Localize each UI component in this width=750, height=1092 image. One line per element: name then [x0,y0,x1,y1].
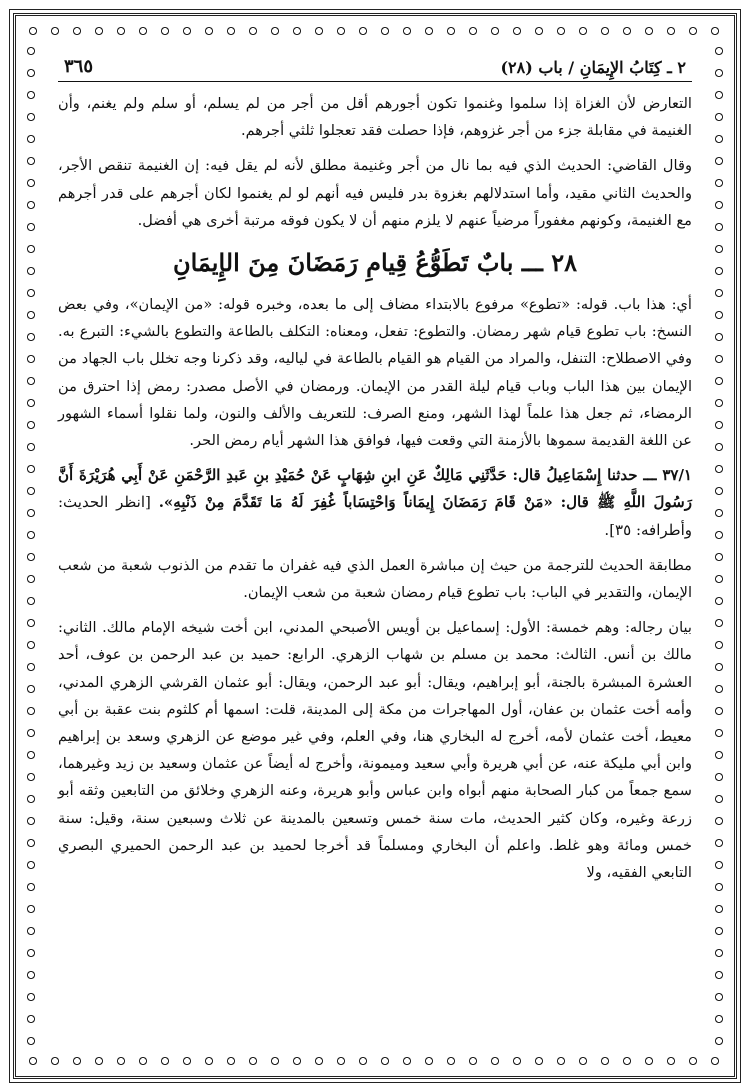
ornament-border-left [22,40,40,1052]
ornament-border-bottom [22,1052,728,1070]
explanation-paragraph-1: مطابقة الحديث للترجمة من حيث إن مباشرة العمل الذي فيه غفران ما تقدم من الذنوب شعبة من شعب الإيمان، والتقدير في الباب: باب تطوع قيام رمضان شعبة من شعب الإيمان. [58,556,692,602]
page-content [58,48,692,1044]
hadith-block [58,462,692,544]
chapter-heading: ٢٨ ـــ بابٌ تَطَوُّعُ قِيامِ رَمَضَانَ مِنَ الإِيمَانِ [172,248,578,278]
paragraph-1: التعارض لأن الغزاة إذا سلموا وغنموا تكون أجورهم أقل من أجر من لم يسلم، أو سلم ولم يغنم، وأن الغنيمة في مقابلة جزء من أجر غزوهم، فإذا حصلت فقد تعجلوا ثلثي أجرهم. [58,95,692,140]
book-title: ٢ ـ كِتَابُ الإِيمَانِ / باب (٢٨) [500,58,686,77]
commentary-paragraph: أي: هذا باب. قوله: «تطوع» مرفوع بالابتداء مضاف إلى ما بعده، وخبره قوله: «من الإيمان»، وفي بعض النسخ: باب تطوع قيام شهر رمضان. والتطوع: تفعل، ومعناه: التكلف بالطاعة والتطوع بالشيء: التبرع به. وفي الاصطلاح: التنفل، والمراد من القيام هو القيام بالطاعة في لياليه، وقد ذكرنا وجه تخلل باب الجهاد من الإيمان بين هذا الباب وباب قيام ليلة القدر من الإيمان. ورمضان في الأصل مصدر: رمض إذا احترق من الرمضاء، ثم جعل هذا علماً لهذا الشهر، ومنع الصرف: للتعريف والألف والنون، ولما نقلوا أسماء الشهور عن اللغة القديمة سموها بالأزمنة التي وقعت فيها، فوافق هذا الشهر أيام رمض الحر. [58,296,692,450]
narrators-paragraph: بيان رجاله: وهم خمسة: الأول: إسماعيل بن أويس الأصبحي المدني، ابن أخت شيخه الإمام مالك. الثاني: مالك بن أنس. الثالث: محمد بن مسلم بن شهاب الزهري. الرابع: حميد بن عبد الرحمن بن عوف، أحد العشرة المبشرة بالجنة، أبو إبراهيم، ويقال: أبو عبد الرحمن، ويقال: أبو عثمان القرشي الزهري المدني، وأمه أخت عثمان بن عفان، أول المهاجرات من مكة إلى المدينة، قلت: اسمها أم كلثوم بنت عقبة بن أبي معيط، أخت عثمان لأمه، أخرج له البخاري هنا، وفي العلم، وفي غير موضع عن الزهري وسعد بن إبراهيم وابن أبي مليكة عنه، عن أبي هريرة وأبي سعيد وميمونة، وأخرج له أيضاً عن عثمان وسعيد بن زيد وغيرهما، سمع جمعاً من كبار الصحابة منهم أبواه وابن عباس وأبو هريرة، وعنه الزهري وخلائق من التابعين وثقه أبو زرعة وغيره، وكان كثير الحديث، مات سنة خمس وتسعين بالمدينة عن ثلاث وسبعين سنة، وقيل: سنة خمس ومائة وهو غلط. واعلم أن البخاري ومسلماً قد أخرجا لحميد بن عبد الرحمن الحميري البصري التابعي الفقيه، ولا [58,619,692,882]
running-header [58,48,692,82]
hadith-cross-reference: [انظر الحديث: وأطرافه: ٣٥]. [58,493,692,539]
hadith-isnad: ٣٧/١ ـــ حدثنا إِسْمَاعِيلُ قال: حَدَّثَنِي مَالِكٌ عَنِ ابنِ شِهَابٍ عَنْ حُمَيْدِ بنِ عَبدِ الرَّحْمَنِ عَنْ أَبِي هُرَيْرَةَ أَنَّ رَسُولَ اللَّهِ ﷺ قال: [58,466,692,512]
hadith-matn: «مَنْ قَامَ رَمَضَانَ إِيمَاناً وَاحْتِسَاباً غُفِرَ لَهُ مَا تَقَدَّمَ مِنْ ذَنْبِهِ». [158,493,553,512]
ornament-border-right [710,40,728,1052]
page-number: ٣٦٥ [64,56,94,77]
paragraph-2: وقال القاضي: الحديث الذي فيه بما نال من أجر وغنيمة مطلق لأنه لم يقل فيه: إن الغنيمة تنقص الأجر، والحديث الثاني مقيد، وأما استدلالهم بغزوة بدر فليس فيه أنهم لو لم يغنموا لكان أجرهم على قدر أجرهم مع الغنيمة، وكونهم مغفوراً مرضياً عنهم لا يلزم منهم أن لا يكون فوقه مرتبة أخرى هي أفضل. [58,157,692,229]
ornament-border-top [22,22,728,40]
